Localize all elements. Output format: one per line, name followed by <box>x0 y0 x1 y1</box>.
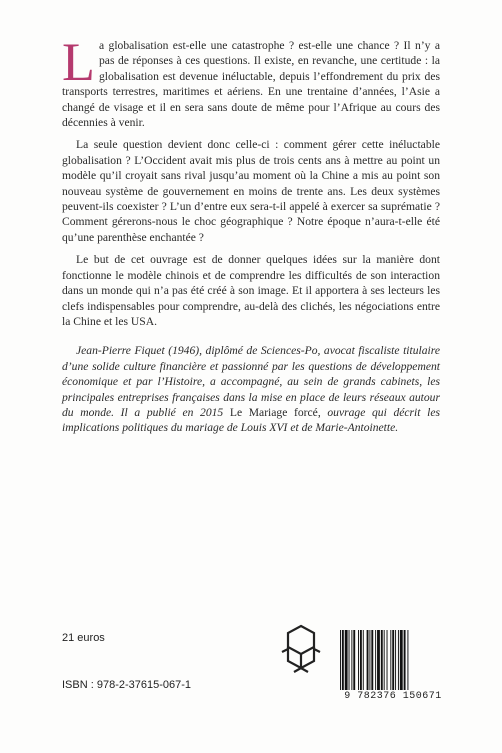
drop-cap: L <box>62 32 95 92</box>
barcode-bar <box>371 630 373 690</box>
paragraph-3: Le but de cet ouvrage est de donner quelques idées sur la manière dont fonctionne le modèle chinois et de comprendre les difficultés de son interaction dans un monde qui n’a pas été créé à son image. Et il apportera à ses lecteurs les clefs indispensables pour comprendre, au-delà des clichés, les négociations entre la Chine et les USA. <box>62 253 440 328</box>
barcode-bar <box>395 630 396 690</box>
isbn: ISBN : 978-2-37615-067-1 <box>62 679 192 691</box>
barcode-bar <box>363 630 364 690</box>
barcode-bar <box>384 630 385 690</box>
author-book-title: Le Mariage forcé, <box>229 405 321 419</box>
blurb <box>62 32 441 443</box>
barcode-bar <box>387 630 388 690</box>
barcode-bar <box>367 630 369 690</box>
barcode-bar <box>375 630 376 690</box>
barcode-bar <box>390 630 391 690</box>
paragraph-2: La seule question devient donc celle-ci : comment gérer cette inéluctable globalisation ? L’Occident avait mis plus de trois cents ans à mettre au point un modèle qu’il croyait sans rival jusqu’au moment où la Chine a mis au point son nouveau système de gouvernement en moins de trente ans. Les deux systèmes peuvent-ils coexister ? L’un d’entre eux sera-t-il appelé à exercer sa suprématie ? Comment gérerons-nous le choc géographique ? Notre époque n’aura-t-elle été qu’une parenthèse enchantée ? <box>62 138 440 244</box>
barcode-bar <box>349 630 350 690</box>
barcode <box>338 630 448 690</box>
barcode-bar <box>381 630 383 690</box>
price: 21 euros <box>62 632 105 644</box>
paragraph-1-text: a globalisation est-elle une catastrophe ? est-elle une chance ? Il n’y a pas de réponses à ces questions. Il existe, en revanche, une certitude : la globalisation est devenue inéluctable, depuis l’effondrement du prix des transports terrestres, maritimes et aériens. En une trentaine d’années, l’Asie a changé de visage et il en sera sans doute de même pour l’Afrique au cours des décennies à venir. <box>62 39 440 130</box>
barcode-digits: 9 782376 150671 <box>344 691 442 702</box>
paragraph-1 <box>62 32 440 130</box>
barcode-bar <box>345 630 348 690</box>
barcode-bar <box>340 630 341 690</box>
author-bio-text-2: ouvrage qui décrit les implications politiques du mariage de Louis XVI et de Marie-Antoinette. <box>62 405 441 435</box>
barcode-bar <box>398 630 399 690</box>
barcode-bar <box>369 630 370 690</box>
publisher-logo-icon <box>278 622 324 680</box>
barcode-bar <box>377 630 380 690</box>
author-bio <box>62 343 440 435</box>
barcode-bar <box>404 630 406 690</box>
barcode-bar <box>407 630 408 690</box>
author-bio-text-1: Jean-Pierre Fiquet (1946), diplômé de Sciences-Po, avocat fiscaliste titulaire d’une solide culture financière et passionné par les questions de développement économique et par l’Histoire, a accompagné, au sein de grands cabinets, les principales entreprises françaises dans la mise en place de leurs réseaux autour du monde. Il a publié en 2015 <box>62 344 440 419</box>
barcode-bar <box>351 630 352 690</box>
barcode-bar <box>342 630 344 690</box>
barcode-bar <box>360 630 362 690</box>
barcode-bar <box>392 630 394 690</box>
barcode-bar <box>400 630 403 690</box>
barcode-bar <box>358 630 359 690</box>
barcode-bar <box>353 630 355 690</box>
